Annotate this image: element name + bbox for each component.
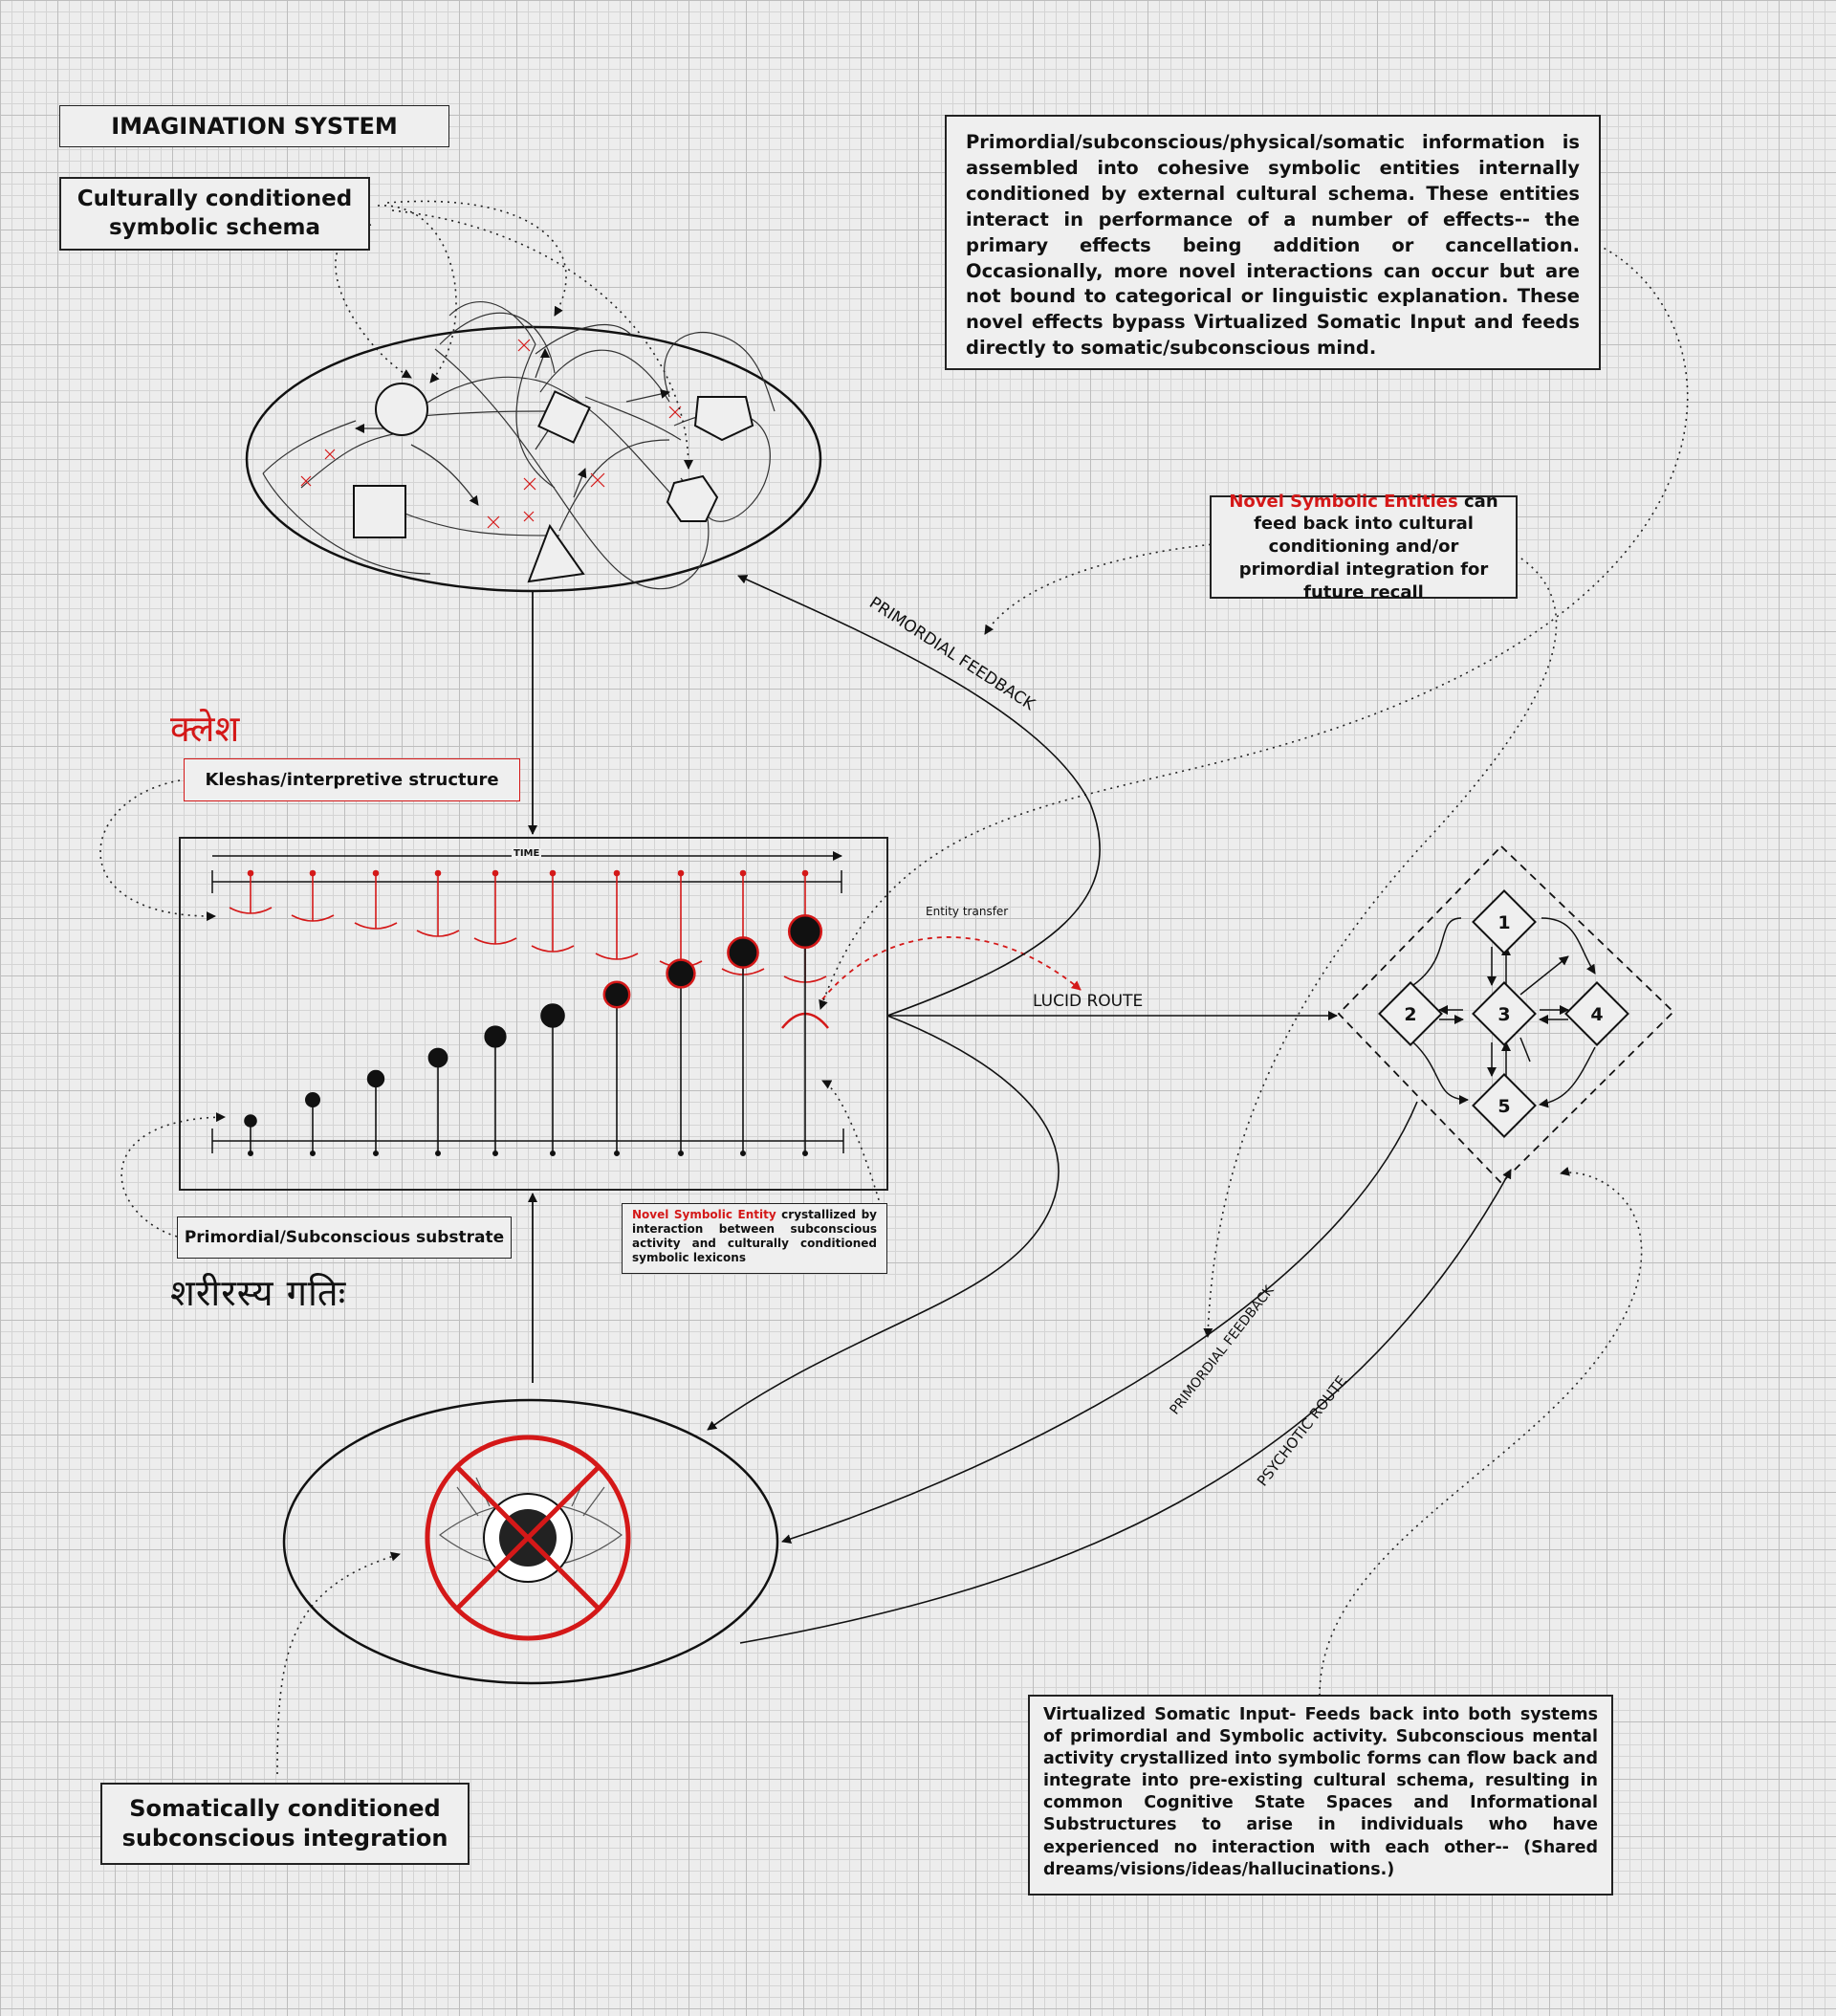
crystallized-note: [622, 1203, 887, 1274]
top-right-note: Primordial/subconscious/physical/somatic information is assembled into cohesive symbolic entities internally conditioned by external cultural schema. These entities interact in performance of a number of effects-- the primary effects being addition or cancellation. Occasionally, more novel interactions can occur but are not bound to categorical or linguistic explanation. These novel effects bypass Virtualized Somatic Input and feeds directly to somatic/subconscious mind.: [945, 115, 1601, 370]
circle-shape: [376, 383, 427, 435]
substrate-sanskrit: शरीरस्य गतिः: [170, 1272, 347, 1314]
triangle-shape: [529, 526, 583, 581]
somatic-ellipse: [284, 1400, 777, 1683]
novel-feedback-note: [1210, 491, 1518, 603]
diamond-shape: [538, 391, 589, 442]
square-shape: [354, 486, 405, 537]
symbolic-schema-ellipse: [247, 302, 820, 591]
page-title: IMAGINATION SYSTEM: [59, 105, 449, 147]
novel-feedback-highlight: Novel Symbolic Entities: [1229, 491, 1458, 512]
crystallized-highlight: Novel Symbolic Entity: [632, 1208, 776, 1221]
state-4: 4: [1590, 1004, 1604, 1025]
kleshas-sanskrit: क्लेश: [170, 708, 240, 750]
time-axis-label: TIME: [514, 848, 540, 859]
psychotic-route-label: PSYCHOTIC ROUTE: [1253, 1372, 1351, 1490]
crossed-eye-icon: [427, 1437, 628, 1638]
state-5: 5: [1497, 1096, 1511, 1117]
primordial-feedback-top-label: PRIMORDIAL FEEDBACK: [865, 593, 1038, 715]
lucid-route-label: LUCID ROUTE: [1033, 992, 1144, 1011]
crystallized-text: crystallized by interaction between subconscious activity and culturally conditioned symbolic lexicons: [632, 1208, 877, 1264]
pentagon-shape: [695, 397, 753, 440]
cognitive-state-diamond: [1339, 846, 1673, 1183]
substrate-label: Primordial/Subconscious substrate: [177, 1216, 512, 1259]
kleshas-label: Kleshas/interpretive structure: [184, 758, 520, 801]
state-1: 1: [1497, 912, 1511, 933]
virtualized-input-note: Virtualized Somatic Input- Feeds back into both systems of primordial and Symbolic activity. Subconscious mental activity crystallized into symbolic forms can flow back and integrate into pre-existing cultural schema, resulting in common Cognitive State Spaces and Informational Substructures to arise in individuals who have experienced no interaction with each other-- (Shared dreams/visions/ideas/hallucinations.): [1028, 1695, 1613, 1895]
timeline-panel: [179, 837, 888, 1191]
cultural-schema-label: Culturally conditioned symbolic schema: [59, 177, 370, 251]
state-3: 3: [1497, 1004, 1511, 1025]
state-2: 2: [1404, 1004, 1417, 1025]
entity-transfer-label: Entity transfer: [926, 905, 1009, 918]
primordial-feedback-bottom-label: PRIMORDIAL FEEDBACK: [1167, 1282, 1278, 1418]
novel-feedback-text: can feed back into cultural conditioning and/or primordial integration for future recall: [1238, 491, 1498, 603]
somatic-integration-label: Somatically conditioned subconscious integration: [100, 1783, 470, 1865]
